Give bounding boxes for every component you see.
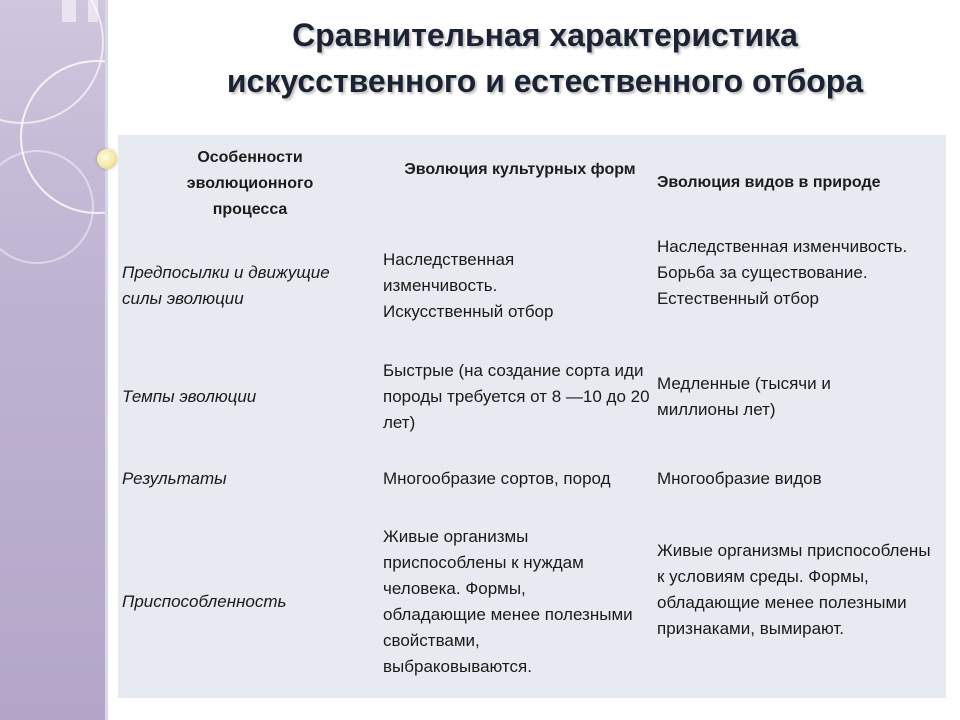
row-feature: Темпы эволюции — [122, 387, 257, 406]
decorative-side-band — [0, 0, 105, 720]
row-feature: Приспособленность — [122, 592, 287, 611]
header-natural-species: Эволюция видов в природе — [657, 174, 881, 191]
header-features: Особенности эволюционного процесса — [186, 149, 314, 218]
band-edge — [105, 0, 108, 720]
row-cultural: Многообразие сортов, пород — [383, 469, 611, 488]
title-line-2: искусственного и естественного отбора — [226, 63, 864, 99]
row-feature: Предпосылки и движущие силы эволюции — [122, 263, 330, 308]
row-natural: Живые организмы приспособлены к условиям среды. Формы, обладающие менее полезными признаками, вымирают. — [657, 541, 931, 638]
decorative-dot-icon — [97, 149, 117, 169]
row-natural: Многообразие видов — [657, 469, 822, 488]
slide-title — [150, 12, 940, 104]
row-cultural: Наследственная изменчивость. Искусственный отбор — [383, 250, 554, 321]
row-cultural: Живые организмы приспособлены к нуждам человека. Формы, обладающие менее полезными свойствами, выбраковываются. — [383, 527, 633, 676]
header-cultural-forms: Эволюция культурных форм — [404, 161, 636, 178]
title-line-1: Сравнительная характеристика — [292, 17, 798, 53]
row-natural: Наследственная изменчивость. Борьба за существование. Естественный отбор — [657, 237, 908, 308]
row-natural: Медленные (тысячи и миллионы лет) — [657, 374, 831, 419]
row-cultural: Быстрые (на создание сорта иди породы требуется от 8 —10 до 20 лет) — [383, 361, 650, 432]
row-feature: Результаты — [122, 469, 227, 488]
